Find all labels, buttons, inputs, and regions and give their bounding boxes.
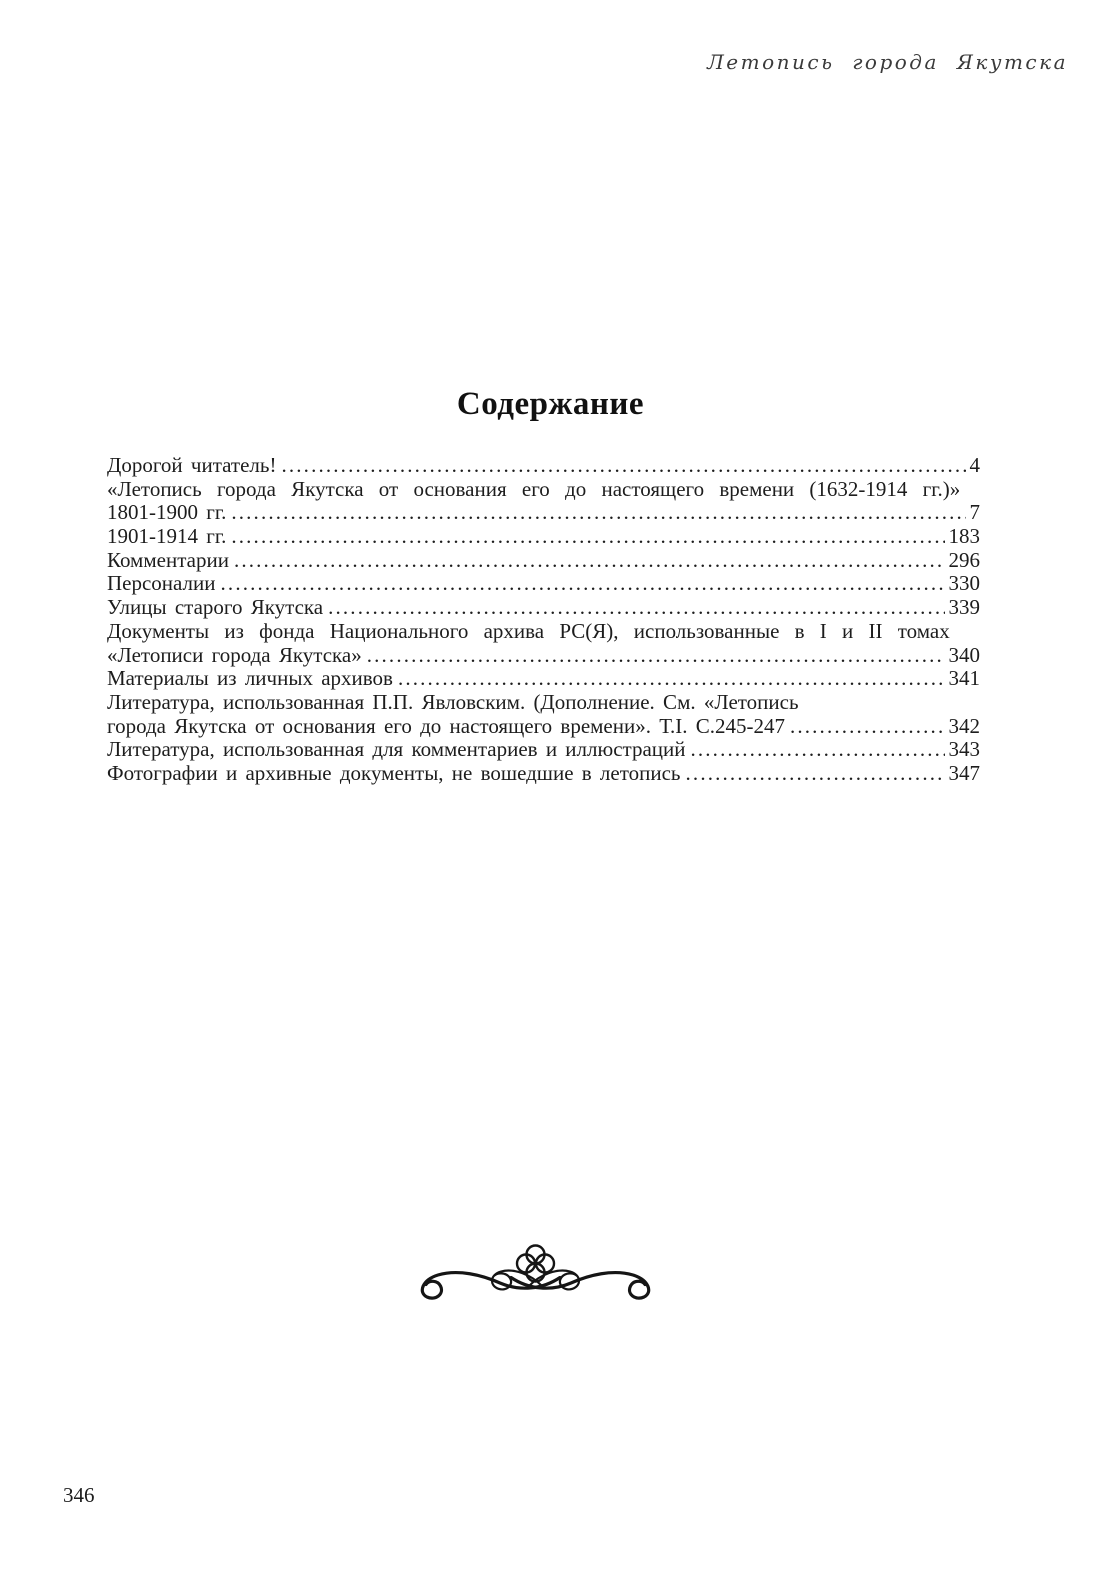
toc-entry-title: Литература, использованная для комментариев и иллюстраций [107,738,686,762]
toc-dot-leader [328,596,944,620]
toc-page-number: 343 [948,738,980,762]
toc-dot-leader [221,572,945,596]
toc-entry [107,596,980,620]
toc-entry [107,691,980,715]
toc-entry-title: «Летопись города Якутска от основания его до настоящего времени (1632-1914 гг.)» [107,477,961,501]
toc-entry-title: Персоналии [107,572,216,596]
toc-entry-title: Улицы старого Якутска [107,596,324,620]
toc-entry-title: Комментарии [107,548,229,572]
toc-dot-leader [398,667,945,691]
toc-entry [107,501,980,525]
toc-page-number: 339 [948,596,980,620]
toc-dot-leader [790,715,945,739]
toc-page-number: 342 [948,714,980,738]
toc-page-number: 341 [948,667,980,691]
toc-entry [107,620,980,644]
toc-entry-title: Фотографии и архивные документы, не вошедшие в летопись [107,761,681,785]
toc-entry-title: «Летописи города Якутска» [107,643,362,667]
toc-entry [107,549,980,573]
toc-page-number: 183 [948,525,980,549]
toc-dot-leader [281,454,965,478]
toc-entry-title: Литература, использованная П.П. Явловским. (Дополнение. См. «Летопись [107,690,799,714]
running-header: Летопись города Якутска [707,50,1068,74]
toc-entry-title: города Якутска от основания его до настоящего времени». Т.I. С.245-247 [107,714,785,738]
toc-page-number: 7 [969,501,980,525]
page-title: Содержание [456,386,645,422]
toc-dot-leader [231,525,944,549]
toc-page-number: 330 [948,572,980,596]
toc-dot-leader [686,762,945,786]
toc-entry-title: 1801-1900 гг. [107,501,227,525]
toc-entry [107,715,980,739]
toc-entry [107,572,980,596]
toc-entry [107,644,980,668]
toc-entry-title: Дорогой читатель! [107,454,277,477]
toc-entry-title: 1901-1914 гг. [107,525,227,549]
toc-dot-leader [231,501,965,525]
toc-dot-leader [234,549,945,573]
toc-page-number: 4 [969,454,980,477]
toc-page-number: 347 [948,761,980,785]
toc-dot-leader [367,644,945,668]
toc-entry [107,454,980,478]
toc-entry-title: Материалы из личных архивов [107,667,393,691]
toc-page-number: 296 [948,548,980,572]
flourish-ornament-icon [413,1244,658,1302]
toc-entry [107,738,980,762]
ornament-knot [517,1246,554,1282]
page-number: 346 [63,1483,95,1507]
toc-entry [107,762,980,786]
toc-entry [107,478,980,502]
table-of-contents [107,454,980,786]
toc-entry-title: Документы из фонда Национального архива РС(Я), использованные в I и II томах [107,619,950,643]
toc-entry [107,525,980,549]
toc-dot-leader [690,738,944,762]
toc-page-number: 340 [948,643,980,667]
toc-entry [107,667,980,691]
